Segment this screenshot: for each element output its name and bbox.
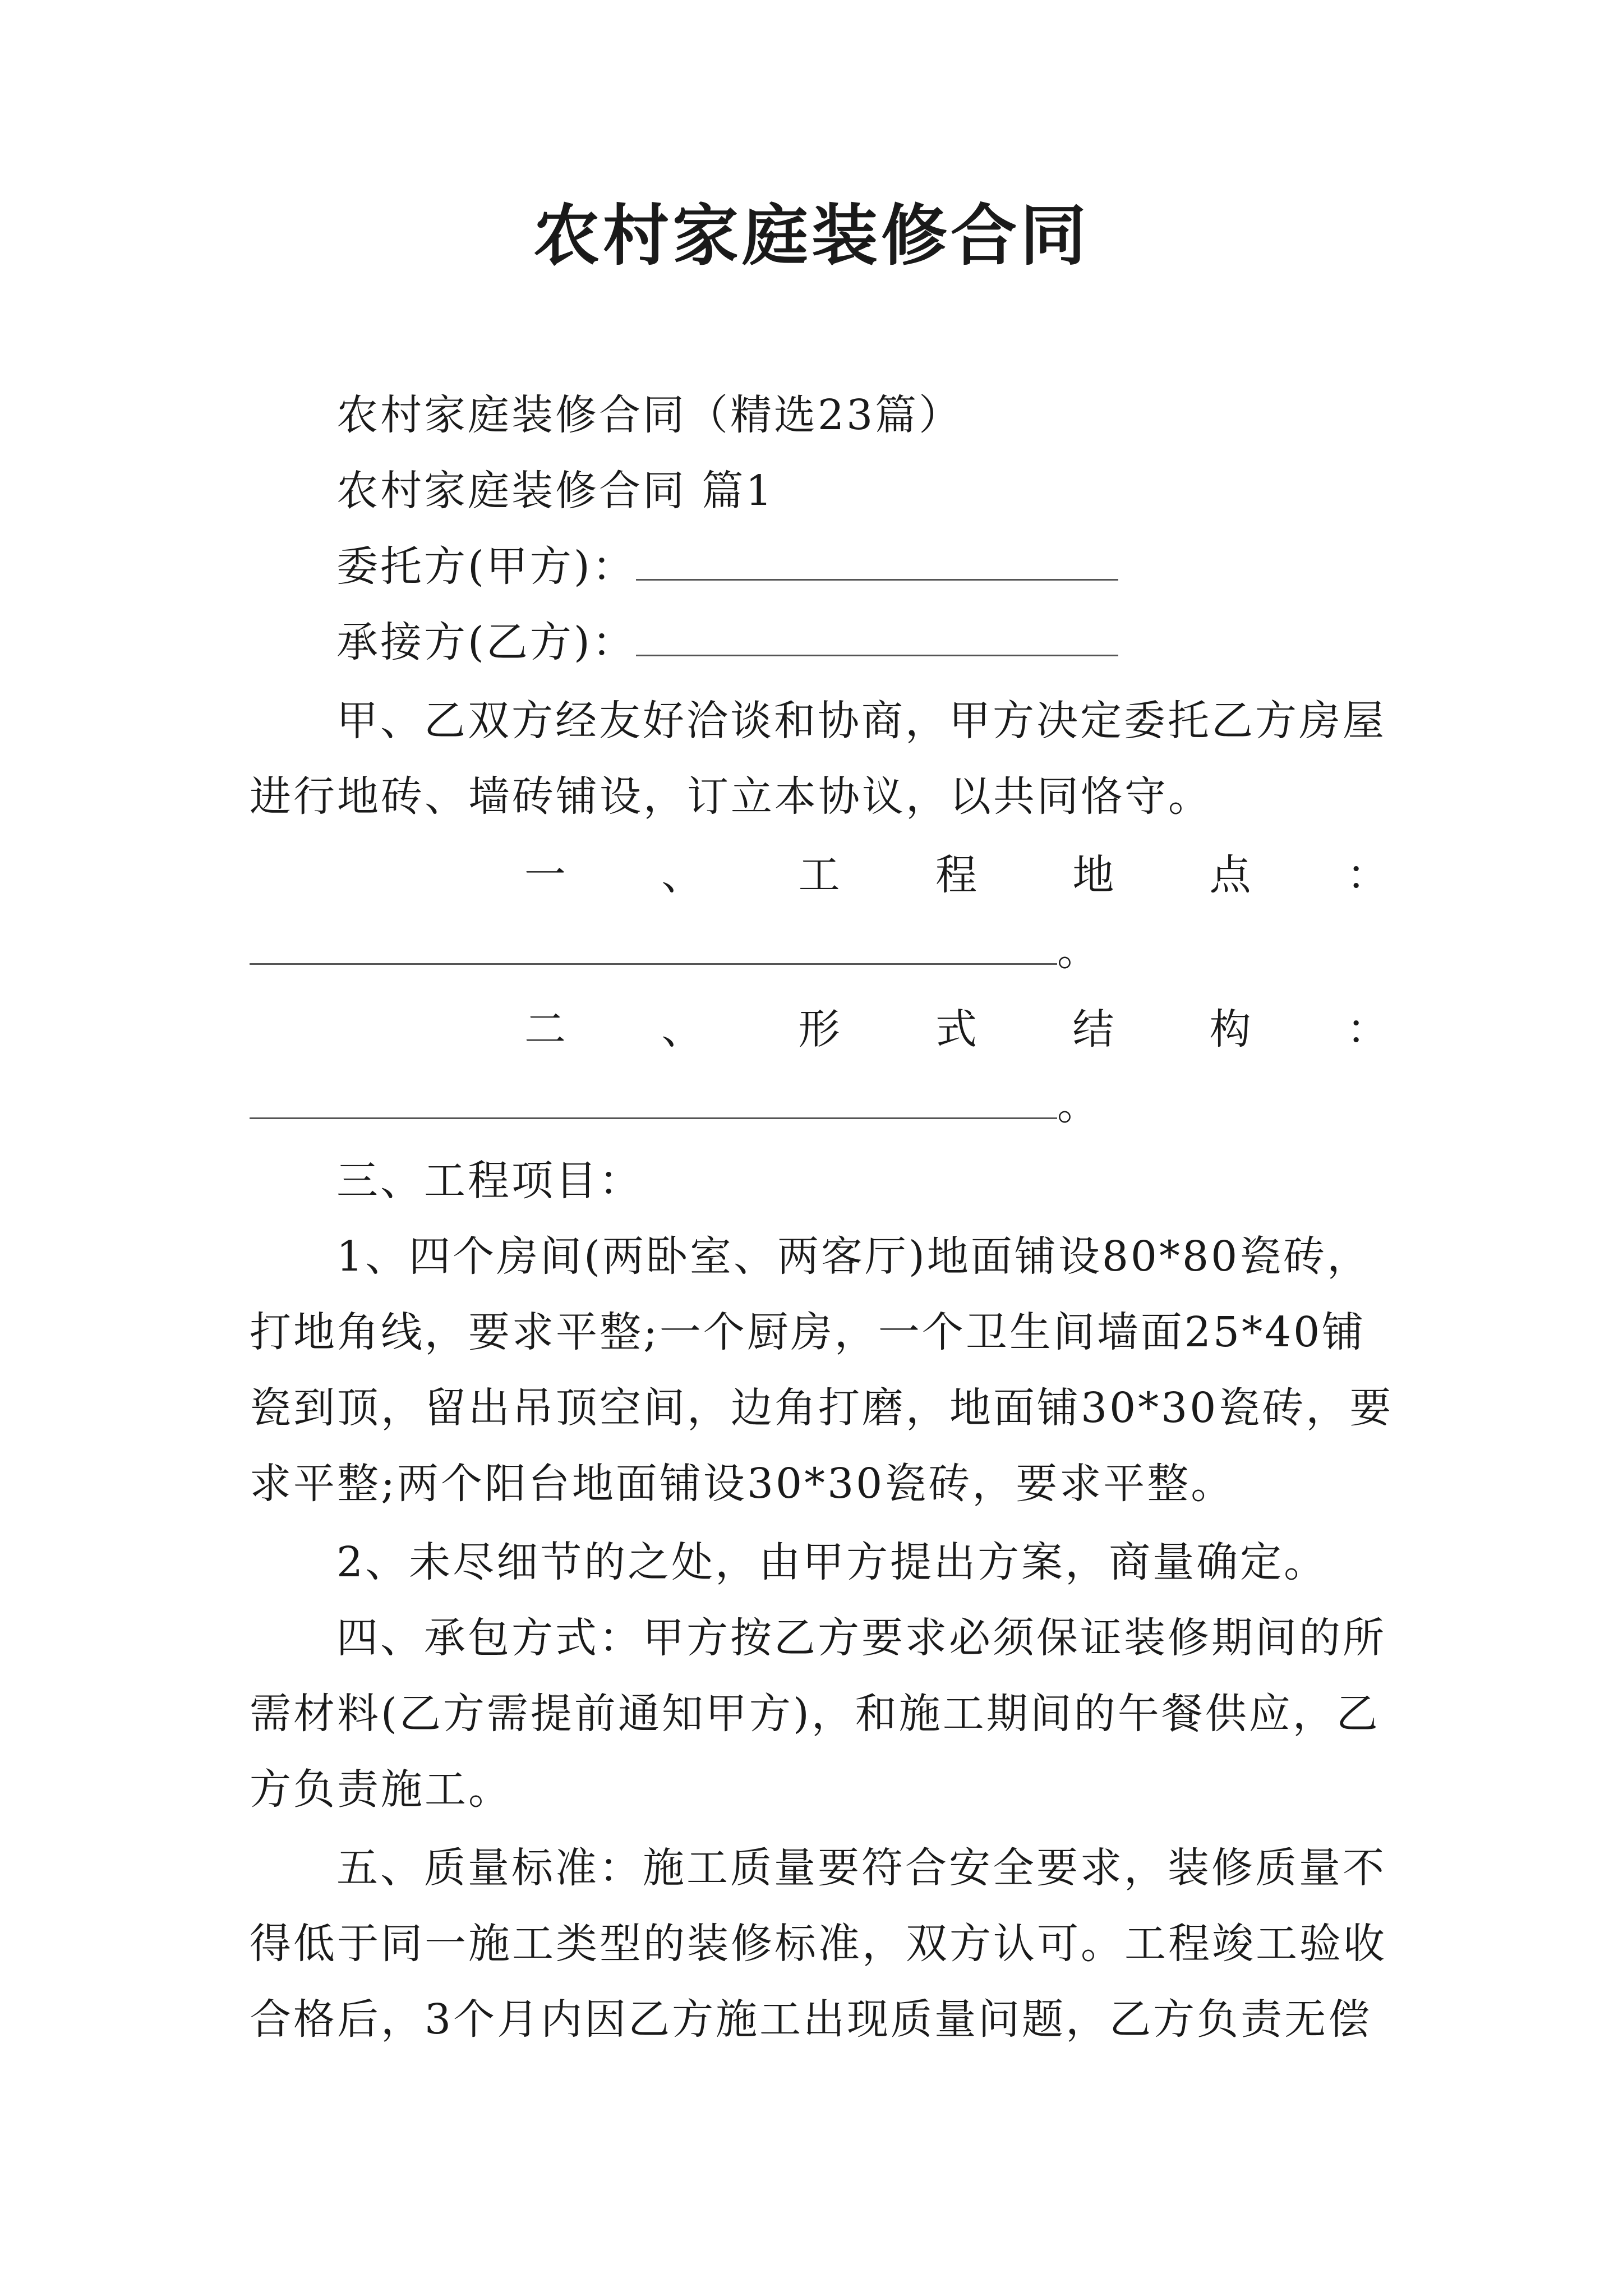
item2-char: 形	[798, 1005, 840, 1053]
item3-heading: 三、工程项目：	[336, 1157, 643, 1205]
document-subtitle: 农村家庭装修合同（精选23篇）	[336, 391, 963, 439]
item2-char: 式	[935, 1005, 977, 1053]
item1-char: 一	[524, 851, 566, 899]
item2-char: ：	[1346, 1005, 1388, 1053]
item2-end: 。	[1057, 1081, 1099, 1129]
item1-char: 地	[1072, 851, 1114, 899]
item3-p1-line-3: 瓷到顶，留出吊顶空间，边角打磨，地面铺30*30瓷砖，要	[250, 1384, 1394, 1432]
item3-p2: 2、未尽细节的之处，由甲方提出方案，商量确定。	[336, 1538, 1328, 1586]
item2-heading	[524, 1001, 1388, 1057]
item5-line-1: 五、质量标准：施工质量要符合安全要求，装修质量不	[336, 1844, 1386, 1892]
item2-char: 、	[661, 1005, 703, 1053]
party-b-label: 承接方(乙方)：	[336, 618, 636, 666]
intro-line-1: 甲、乙双方经友好洽谈和协商，甲方决定委托乙方房屋	[336, 697, 1386, 745]
party-b-blank[interactable]	[636, 615, 1118, 656]
document-title: 农村家庭装修合同	[533, 196, 1090, 274]
item2-blank-line	[250, 1077, 1099, 1133]
item1-char: ：	[1346, 851, 1388, 899]
item3-p1-line-2: 打地角线，要求平整;一个厨房，一个卫生间墙面25*40铺	[250, 1308, 1366, 1356]
party-a-line	[336, 539, 1118, 595]
item2-char: 二	[524, 1005, 566, 1053]
item1-char: 、	[661, 851, 703, 899]
item1-char: 工	[798, 851, 840, 899]
section-heading: 农村家庭装修合同 篇1	[336, 467, 774, 515]
party-a-blank[interactable]	[636, 540, 1118, 581]
item1-char: 点	[1209, 851, 1251, 899]
item2-char: 构	[1209, 1005, 1251, 1053]
item2-char: 结	[1072, 1005, 1114, 1053]
item3-p1-line-4: 求平整;两个阳台地面铺设30*30瓷砖，要求平整。	[250, 1460, 1235, 1508]
item5-line-2: 得低于同一施工类型的装修标准，双方认可。工程竣工验收	[250, 1920, 1387, 1968]
item2-blank[interactable]	[250, 1077, 1057, 1119]
item4-line-3: 方负责施工。	[250, 1765, 512, 1814]
item5-line-3: 合格后，3个月内因乙方施工出现质量问题，乙方负责无偿	[250, 1995, 1372, 2044]
item1-blank-line	[250, 923, 1099, 979]
item4-line-2: 需材料(乙方需提前通知甲方)，和施工期间的午餐供应，乙	[250, 1690, 1380, 1738]
item1-blank[interactable]	[250, 923, 1057, 965]
intro-line-2: 进行地砖、墙砖铺设，订立本协议，以共同恪守。	[250, 772, 1212, 821]
item4-line-1: 四、承包方式：甲方按乙方要求必须保证装修期间的所	[336, 1614, 1386, 1662]
item3-p1-line-1: 1、四个房间(两卧室、两客厅)地面铺设80*80瓷砖，	[336, 1232, 1371, 1281]
party-a-label: 委托方(甲方)：	[336, 542, 636, 591]
party-b-line	[336, 614, 1118, 670]
item1-heading	[524, 847, 1388, 903]
item1-char: 程	[935, 851, 977, 899]
item1-end: 。	[1057, 927, 1099, 975]
